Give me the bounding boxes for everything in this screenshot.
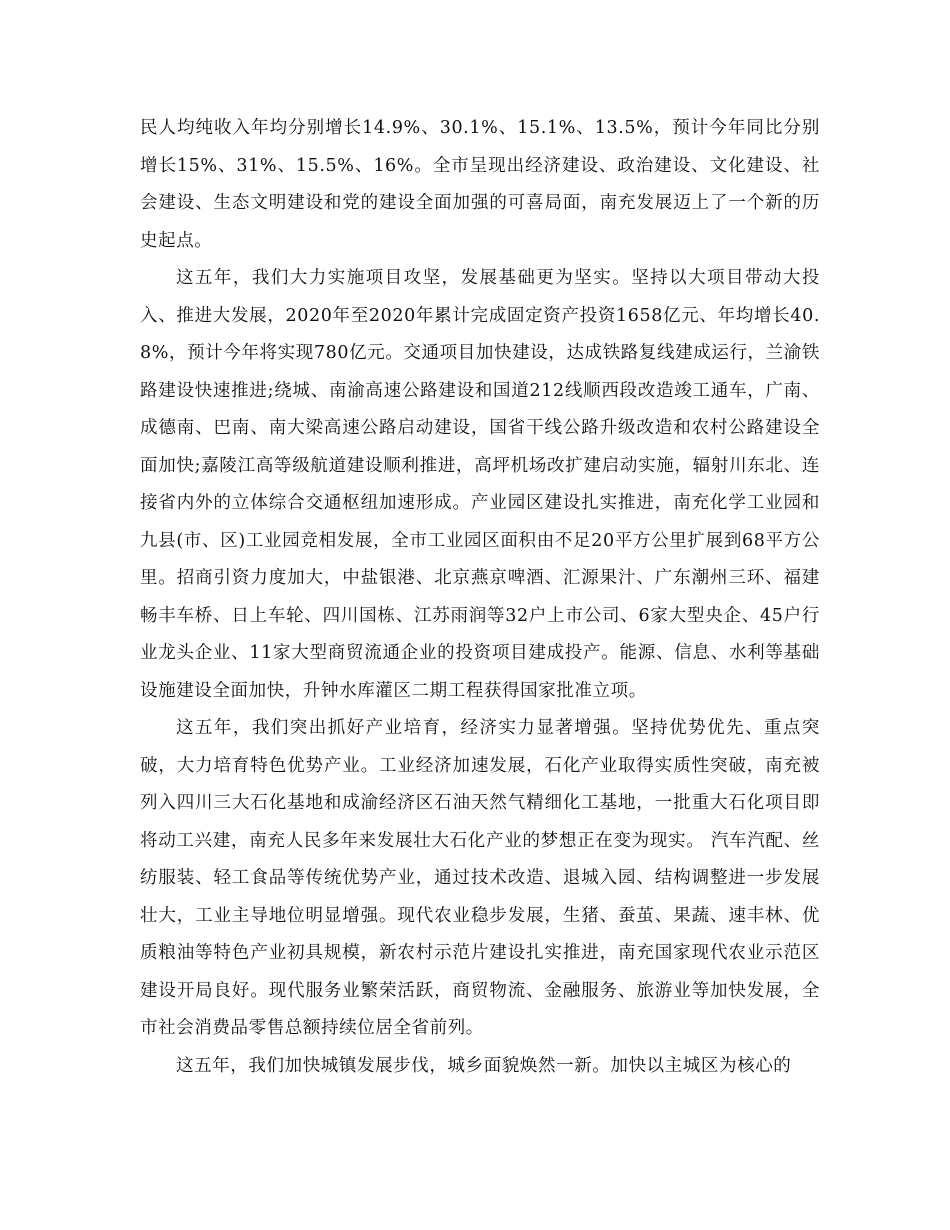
paragraph-urban-development: 这五年，我们加快城镇发展步伐，城乡面貌焕然一新。加快以主城区为核心的 [176, 1055, 792, 1076]
document-body [140, 110, 820, 1085]
paragraph-project-construction: 这五年，我们大力实施项目攻坚，发展基础更为坚实。坚持以大项目带动大投入、推进大发展，2020年至2020年累计完成固定资产投资1658亿元、年均增长40.8%，预计今年将实现780亿元。交通项目加快建设，达成铁路复线建成运行，兰渝铁路建设快速推进;绕城、南渝高速公路建设和国道212线顺西段改造竣工通车，广南、成德南、巴南、南大梁高速公路启动建设，国省干线公路升级改造和农村公路建设全面加快;嘉陵江高等级航道建设顺利推进，高坪机场改扩建启动实施，辐射川东北、连接省内外的立体综合交通枢纽加速形成。产业园区建设扎实推进，南充化学工业园和九县(市、区)工业园竞相发展，全市工业园区面积由不足20平方公里扩展到68平方公里。招商引资力度加大，中盐银港、北京燕京啤酒、汇源果汁、广东潮州三环、福建畅丰车桥、日上车轮、四川国栋、江苏雨润等32户上市公司、6家大型央企、45户行业龙头企业、11家大型商贸流通企业的投资项目建成投产。能源、信息、水利等基础设施建设全面加快，升钟水库灌区二期工程获得国家批准立项。 [140, 268, 820, 701]
paragraph-continuation: 民人均纯收入年均分别增长14.9%、30.1%、15.1%、13.5%，预计今年同比分别增长15%、31%、15.5%、16%。全市呈现出经济建设、政治建设、文化建设、社会建设、生态文明建设和党的建设全面加强的可喜局面，南充发展迈上了一个新的历史起点。 [140, 118, 820, 251]
paragraph-industry-cultivation: 这五年，我们突出抓好产业培育，经济实力显著增强。坚持优势优先、重点突破，大力培育特色优势产业。工业经济加速发展，石化产业取得实质性突破，南充被列入四川三大石化基地和成渝经济区石油天然气精细化工基地，一批重大石化项目即将动工兴建，南充人民多年来发展壮大石化产业的梦想正在变为现实。 汽车汽配、丝纺服装、轻工食品等传统优势产业，通过技术改造、退城入园、结构调整进一步发展壮大，工业主导地位明显增强。现代农业稳步发展，生猪、蚕茧、果蔬、速丰林、优质粮油等特色产业初具规模，新农村示范片建设扎实推进，南充国家现代农业示范区建设开局良好。现代服务业繁荣活跃，商贸物流、金融服务、旅游业等加快发展，全市社会消费品零售总额持续位居全省前列。 [140, 718, 820, 1038]
